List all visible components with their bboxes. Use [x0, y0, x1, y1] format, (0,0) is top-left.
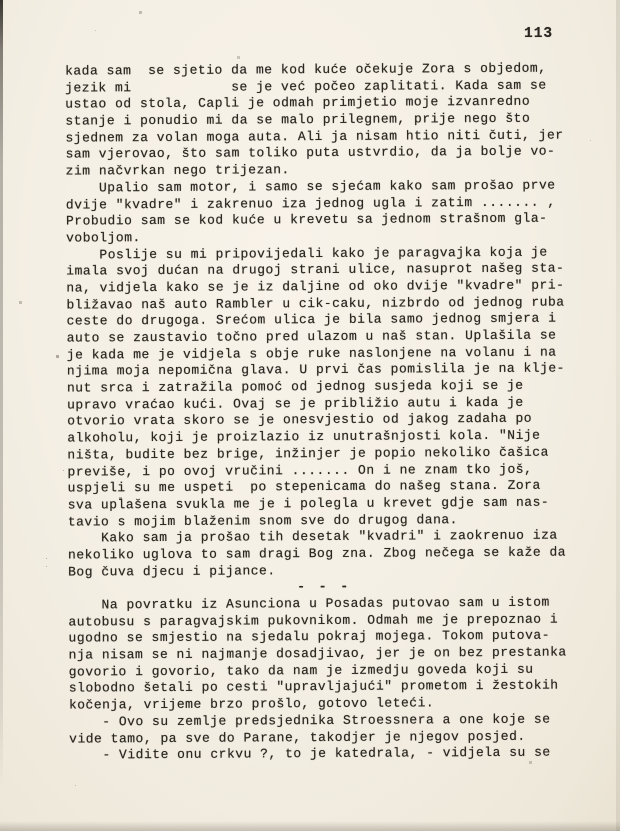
text-line: Na povratku iz Asunciona u Posadas putovao sam u istom: [68, 594, 550, 613]
text-line: ništa, budite bez brige, inžinjer je popio nekoliko čašica: [67, 444, 549, 463]
text-line: zim načvrkan nego trijezan.: [65, 162, 290, 179]
text-line: voboljom.: [66, 229, 141, 246]
text-line: govorio i govorio, tako da nam je izmedju goveda koji su: [68, 661, 534, 680]
text-line: nut srca i zatražila pomoć od jednog susjeda koji se je: [66, 377, 524, 396]
text-line: Kako sam ja prošao tih desetak "kvadri" i zaokrenuo iza: [67, 527, 558, 546]
separator-line: - - -: [297, 579, 352, 595]
text-line: nja nisam se ni najmanje dosadjivao, jer je on bez prestanka: [68, 644, 567, 663]
page-text: [65, 60, 581, 764]
text-line: sva uplašena svukla me je i polegla u krevet gdje sam nas-: [67, 494, 550, 513]
text-line: Poslije su mi pripovijedali kako je paragvajka koja je: [66, 244, 548, 263]
text-line: bližavao naš auto Rambler u cik-caku, nizbrdo od jednog ruba: [66, 294, 565, 313]
text-line: Probudio sam se kod kuće u krevetu sa jednom strašnom gla-: [65, 210, 548, 229]
text-line: vide tamo, pa sve do Parane, takodjer je njegov posjed.: [69, 728, 526, 747]
text-line: otvorio vrata skoro se je onesvjestio od jakog zadaha po: [67, 411, 533, 429]
scan-edge-left: [0, 0, 3, 831]
text-line: nekoliko uglova to sam dragi Bog zna. Zbog nečega se kaže da: [67, 544, 567, 563]
text-line: ustao od stola, Capli je odmah primjetio moje izvanredno: [65, 94, 531, 112]
text-line: je kada me je vidjela s obje ruke naslonjene na volanu i na: [66, 344, 557, 363]
text-line: imala svoj dućan na drugoj strani ulice, nasuprot našeg sta-: [66, 260, 565, 279]
text-line: alkoholu, koji je proizlazio iz unutrašnjosti kola. "Nije: [67, 427, 541, 446]
text-line: kada sam se sjetio da me kod kuće očekuje Zora s objedom,: [65, 60, 547, 79]
text-line: tavio s mojim blaženim snom sve do drugog dana.: [67, 511, 459, 530]
text-line: ceste do drugoga. Srećom ulica je bila samo jednog smjera i: [66, 310, 557, 329]
text-line: Bog čuva djecu i pijance.: [68, 562, 276, 580]
text-line: sjednem za volan moga auta. Ali ja nisam htio niti čuti, jer: [65, 127, 564, 146]
text-line: kočenja, vrijeme brzo prošlo, gotovo leteći.: [68, 695, 435, 713]
scan-edge-bottom: [0, 821, 620, 831]
scan-speckles: [0, 0, 1, 1]
text-line: - Ovo su zemlje predsjednika Stroessnera a one koje se: [68, 711, 551, 730]
text-line: slobodno šetali po cesti "upravljajući" prometom i žestokih: [68, 677, 559, 696]
text-line: - Vidite onu crkvu ?, to je katedrala, - vidjela su se: [69, 744, 551, 763]
scan-edge-right: [616, 0, 620, 831]
text-line: ugodno se smjestio na sjedalu pokraj mojega. Tokom putova-: [68, 627, 551, 646]
text-line: dvije "kvadre" i zakrenuo iza jednog ugla i zatim ....... ,: [65, 194, 556, 213]
text-line: jezik mi se je već počeo zaplitati. Kada sam se: [65, 77, 547, 96]
page-number: 113: [524, 26, 554, 42]
text-line: stanje i ponudio mi da se malo prilegnem, prije nego što: [65, 110, 531, 129]
text-line: Upalio sam motor, i samo se sjećam kako sam prošao prve: [65, 177, 556, 196]
text-line: na, vidjela kako se je iz daljine od oko dvije "kvadre" pri-: [66, 277, 565, 296]
text-line: uspjeli su me uspeti po stepenicama do našeg stana. Zora: [67, 477, 541, 496]
text-line: upravo vraćao kući. Ovaj se je približio autu i kada je: [67, 394, 524, 413]
text-line: sam vjerovao, što sam toliko puta ustvrdio, da ja bolje vo-: [65, 144, 556, 162]
text-line: auto se zaustavio točno pred ulazom u naš stan. Uplašila se: [66, 327, 557, 346]
text-line: previše, i po ovoj vručini ....... On i ne znam tko još,: [67, 461, 533, 480]
text-line: autobusu s paragvajskim pukovnikom. Odmah me je prepoznao i: [68, 611, 559, 630]
text-line: njima moja nepomična glava. U prvi čas pomislila je na klje-: [66, 360, 566, 379]
